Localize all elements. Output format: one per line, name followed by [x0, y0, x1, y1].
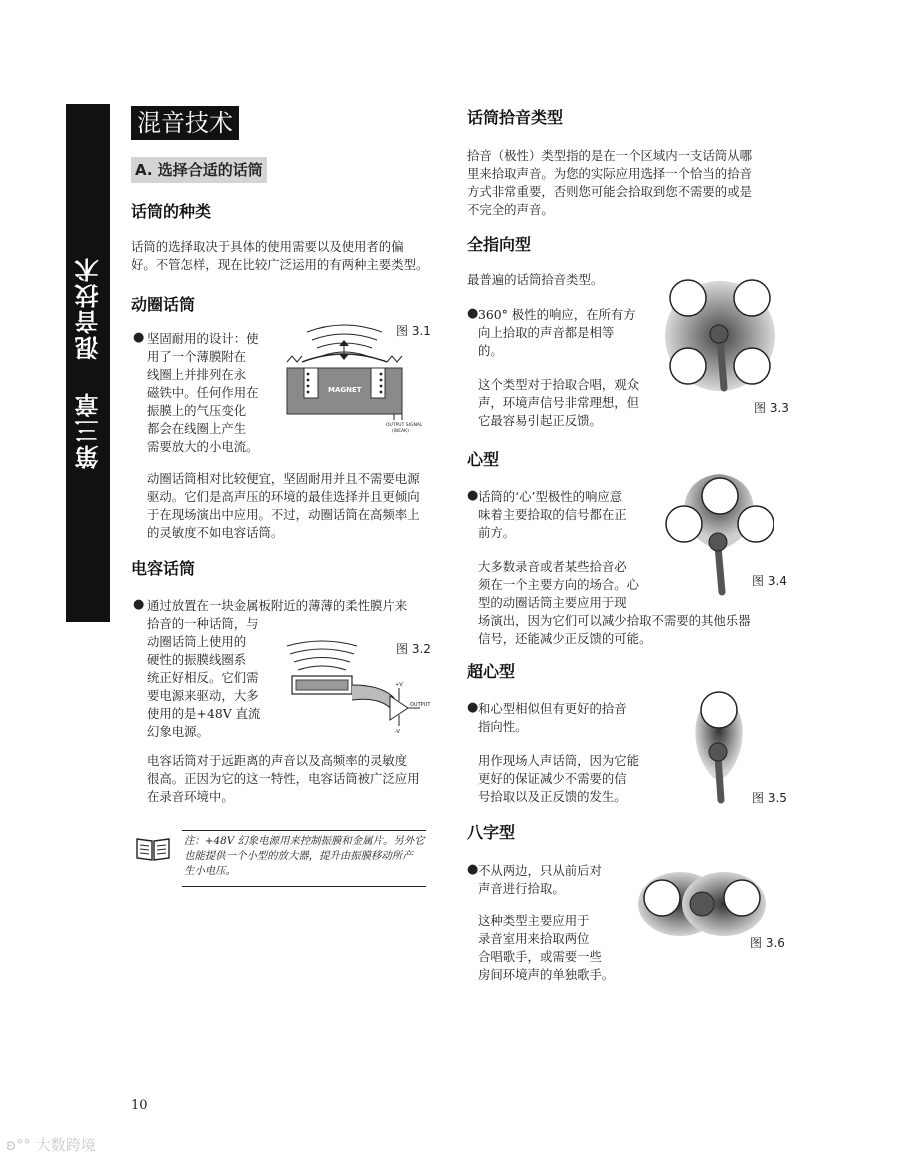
- text-line: 房间环境声的单独歌手。: [478, 967, 615, 982]
- text-line: 线圈上并排列在永: [147, 367, 247, 382]
- text-line: 拾音的一种话筒，与: [147, 616, 259, 631]
- bullet-dot: ●: [467, 488, 479, 503]
- text-line: 很高。正因为它的这一特性，电容话筒被广泛应用: [147, 771, 420, 786]
- cardioid-heading: 心型: [467, 450, 500, 469]
- note-text: [184, 834, 428, 879]
- omni-heading: 全指向型: [467, 235, 532, 254]
- text-line: 话筒的‘心’型极性的响应意: [478, 489, 623, 504]
- text-line: 的。: [478, 343, 503, 358]
- condenser-heading: 电容话筒: [131, 559, 196, 578]
- watermark-text: 大数跨境: [35, 1136, 96, 1154]
- figure-label-3-1: 图 3.1: [396, 324, 431, 338]
- text-line: 和心型相似但有更好的拾音: [478, 701, 627, 716]
- chapter-sidebar-text: [71, 256, 106, 469]
- text-line: 通过放置在一块金属板附近的薄薄的柔性膜片来: [147, 598, 408, 613]
- v-plus-label: +V: [395, 682, 403, 688]
- sidebar-chapter: 第三章: [74, 391, 103, 470]
- text-line: 录音室用来拾取两位: [478, 931, 590, 946]
- text-line: 型的动圈话筒主要应用于现: [478, 595, 627, 610]
- book-icon: [135, 836, 171, 862]
- bullet-dot: ●: [133, 330, 145, 345]
- magnet-label: MAGNET: [328, 386, 362, 394]
- figure-3-2-condenser-diagram: [282, 636, 442, 746]
- cardioid-bullet-text: [478, 488, 658, 542]
- mic-types-text: [131, 238, 451, 274]
- text-line: 场演出，因为它们可以减少拾取不需要的其他乐器: [478, 613, 751, 628]
- bullet-dot: ●: [467, 700, 479, 715]
- text-line: 注：+48V 幻象电源用来控制振膜和金属片。另外它: [184, 835, 425, 847]
- text-line: 前方。: [478, 525, 516, 540]
- text-line: 合唱歌手，或需要一些: [478, 949, 602, 964]
- figure-label-3-6: 图 3.6: [750, 936, 785, 950]
- section-a-heading: A. 选择合适的话筒: [131, 157, 267, 183]
- figure-label-3-5: 图 3.5: [752, 791, 787, 805]
- text-line: 磁铁中。任何作用在: [147, 385, 259, 400]
- text-line: 动圈话筒相对比较便宜，坚固耐用并且不需要电源: [147, 471, 420, 486]
- text-line: 振膜上的气压变化: [147, 403, 247, 418]
- figure-3-3-omni-pattern: [660, 268, 780, 408]
- text-line: 味着主要拾取的信号都在正: [478, 507, 627, 522]
- dynamic-bullet-text: [147, 330, 277, 456]
- chapter-sidebar: [66, 104, 110, 622]
- v-minus-label: -V: [395, 729, 400, 735]
- text-line: 不完全的声音。: [467, 202, 554, 217]
- text-line: 幻象电源。: [147, 724, 209, 739]
- text-line: 生小电压。: [184, 865, 236, 877]
- text-line: 信号，还能减少正反馈的可能。: [478, 631, 652, 646]
- figure-3-1-dynamic-diagram: [282, 316, 442, 436]
- bullet-dot: ●: [467, 862, 479, 877]
- text-line: 须在一个主要方向的场合。心: [478, 577, 640, 592]
- supercardioid-heading: 超心型: [467, 662, 516, 681]
- text-line: 于在现场演出中应用。不过，动圈话筒在高频率上: [147, 507, 420, 522]
- figure8-bullet-text: [478, 862, 658, 898]
- watermark-logo-icon: ʚ°°: [6, 1136, 31, 1154]
- bullet-dot: ●: [133, 597, 145, 612]
- output-signal-label: OUTPUT SIGNAL: [386, 423, 423, 428]
- text-line: 好。不管怎样，现在比较广泛运用的有两种主要类型。: [131, 257, 429, 272]
- pickup-heading: 话筒拾音类型: [467, 108, 564, 127]
- text-line: 驱动。它们是高声压的环境的最佳选择并且更倾向: [147, 489, 420, 504]
- page-number: 10: [131, 1098, 148, 1113]
- figure-3-5-supercardioid-pattern: [684, 682, 754, 806]
- supercardioid-para: [478, 752, 658, 806]
- figure-label-3-2: 图 3.2: [396, 642, 431, 656]
- figure8-heading: 八字型: [467, 823, 516, 842]
- text-line: 声，环境声信号非常理想，但: [478, 395, 640, 410]
- text-line: 也能提供一个小型的放大器，提升由振膜移动所产: [184, 850, 413, 862]
- mic-types-heading: 话筒的种类: [131, 202, 212, 221]
- text-line: 更好的保证减少不需要的信: [478, 771, 627, 786]
- text-line: 需要放大的小电流。: [147, 439, 259, 454]
- text-line: 用作现场人声话筒，因为它能: [478, 753, 640, 768]
- note-top-rule: [182, 830, 426, 831]
- text-line: 在录音环境中。: [147, 789, 234, 804]
- text-line: 里来拾取声音。为您的实际应用选择一个恰当的拾音: [467, 166, 752, 181]
- pickup-text: [467, 147, 787, 219]
- page-title: 混音技术: [131, 106, 239, 140]
- text-line: 的灵敏度不如电容话筒。: [147, 525, 284, 540]
- text-line: 号拾取以及正反馈的发生。: [478, 789, 627, 804]
- text-line: 它最容易引起正反馈。: [478, 413, 602, 428]
- watermark: [6, 1134, 96, 1155]
- text-line: 使用的是+48V 直流: [147, 706, 261, 721]
- note-bottom-rule: [182, 886, 426, 887]
- omni-intro: 最普遍的话筒拾音类型。: [467, 272, 604, 287]
- dynamic-heading: 动圈话筒: [131, 295, 196, 314]
- text-line: 360° 极性的响应，在所有方: [478, 307, 636, 322]
- text-line: 电容话筒对于远距离的声音以及高频率的灵敏度: [147, 753, 408, 768]
- text-line: 都会在线圈上产生: [147, 421, 247, 436]
- text-line: 不从两边，只从前后对: [478, 863, 602, 878]
- text-line: 拾音（极性）类型指的是在一个区域内一支话筒从哪: [467, 148, 752, 163]
- weak-label: (WEAK): [392, 429, 409, 434]
- omni-para: [478, 376, 658, 430]
- text-line: 要电源来驱动，大多: [147, 688, 259, 703]
- dynamic-para: [147, 470, 447, 542]
- text-line: 大多数录音或者某些拾音必: [478, 559, 627, 574]
- text-line: 话筒的选择取决于具体的使用需要以及使用者的偏: [131, 239, 404, 254]
- output-label: OUTPUT: [410, 702, 431, 708]
- text-line: 动圈话筒上使用的: [147, 634, 247, 649]
- text-line: 这个类型对于拾取合唱，观众: [478, 377, 640, 392]
- text-line: 声音进行拾取。: [478, 881, 565, 896]
- text-line: 硬性的振膜线圈系: [147, 652, 247, 667]
- condenser-para: [147, 752, 447, 806]
- text-line: 用了一个薄膜附在: [147, 349, 247, 364]
- text-line: 指向性。: [478, 719, 528, 734]
- text-line: 坚固耐用的设计：使: [147, 331, 259, 346]
- text-line: 方式非常重要，否则您可能会拾取到您不需要的或是: [467, 184, 752, 199]
- text-line: 向上拾取的声音都是相等: [478, 325, 615, 340]
- figure-label-3-3: 图 3.3: [754, 401, 789, 415]
- text-line: 统正好相反。它们需: [147, 670, 259, 685]
- supercardioid-bullet-text: [478, 700, 658, 736]
- figure8-para: [478, 912, 658, 984]
- text-line: 这种类型主要应用于: [478, 913, 590, 928]
- sidebar-topic: 混音技术: [74, 256, 103, 361]
- figure-label-3-4: 图 3.4: [752, 574, 787, 588]
- omni-bullet-text: [478, 306, 658, 360]
- bullet-dot: ●: [467, 306, 479, 321]
